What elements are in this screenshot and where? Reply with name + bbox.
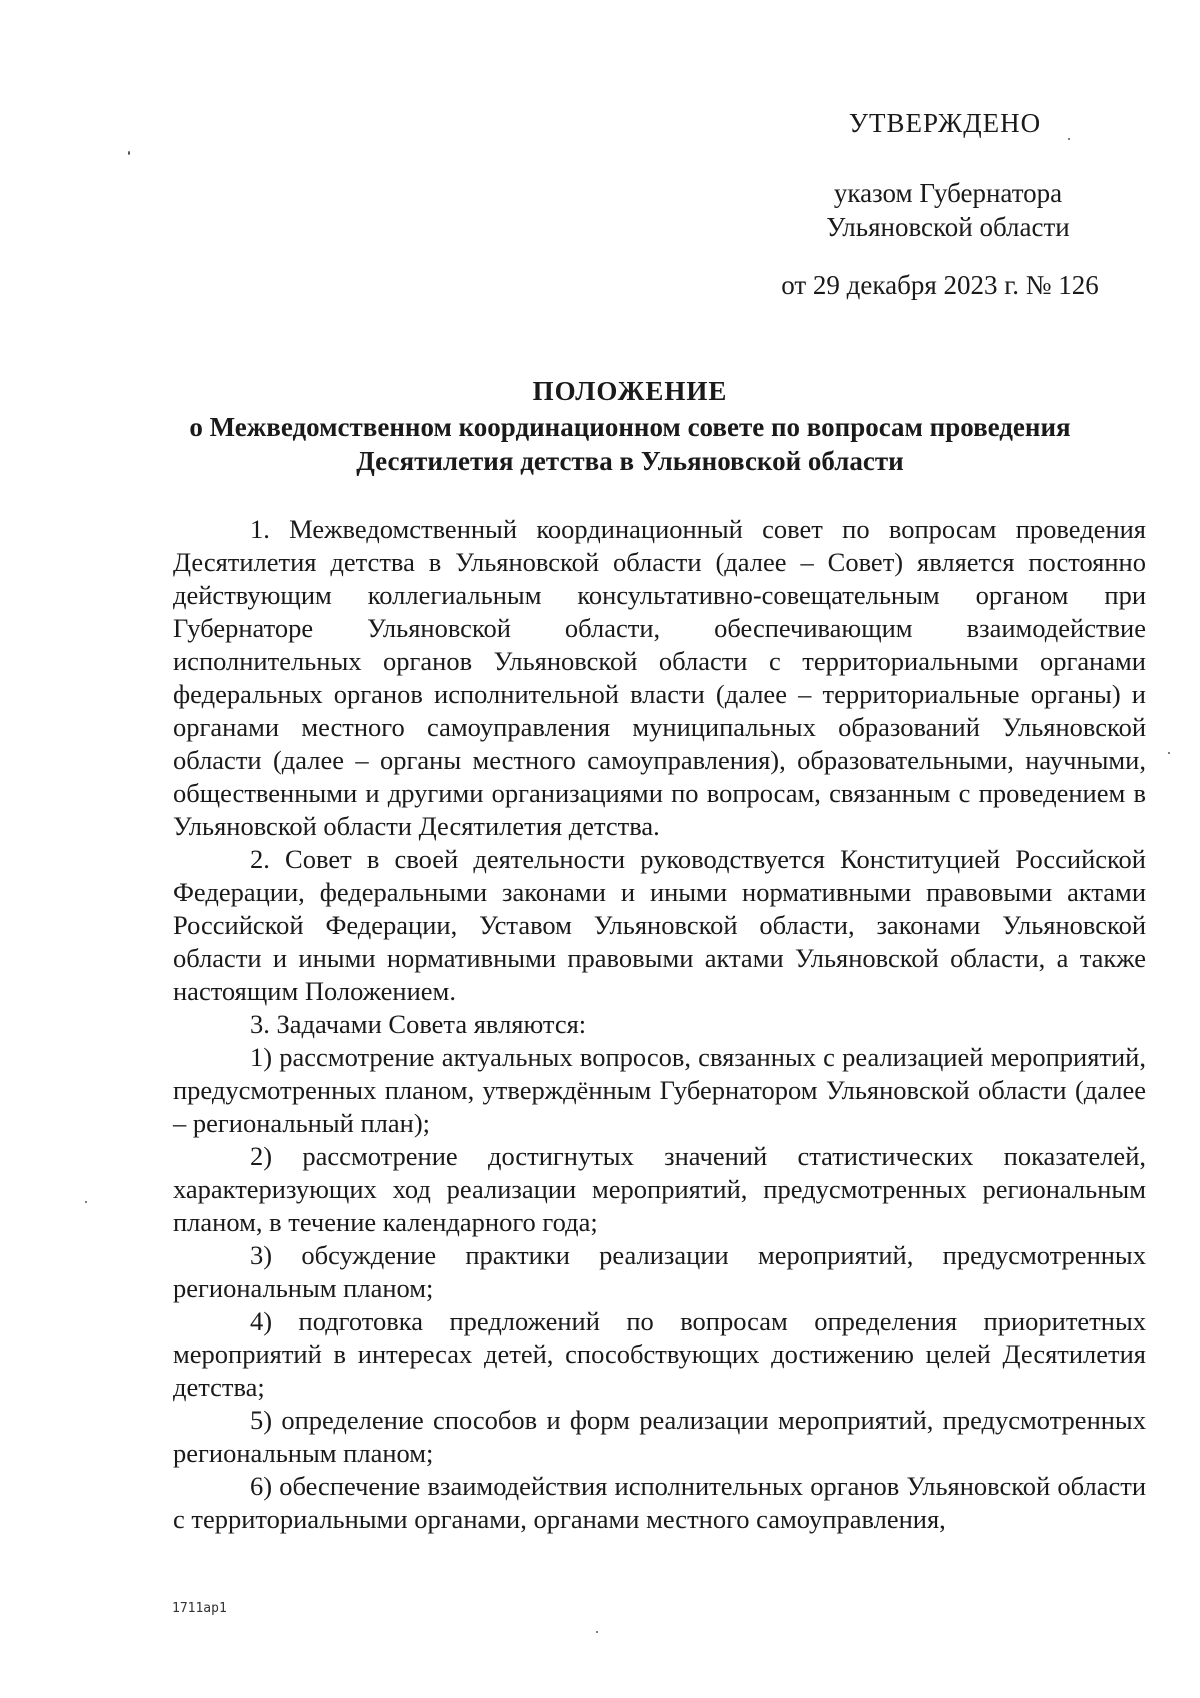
document-subtitle-line1: о Межведомственном координационном совете по вопросам проведения [189, 412, 1071, 442]
document-subtitle-line2: Десятилетия детства в Ульяновской области [356, 446, 904, 476]
scan-speck [1168, 752, 1170, 754]
paragraph-3: 3. Задачами Совета являются: [250, 1009, 587, 1039]
task-item-6: 6) обеспечение взаимодействия исполнительных органов Ульяновской области с территориальными органами, органами местного самоуправления, [173, 1471, 1146, 1534]
task-item-1: 1) рассмотрение актуальных вопросов, связанных с реализацией мероприятий, предусмотренных планом, утверждённым Губернатором Ульяновской области (далее – региональный план); [173, 1042, 1146, 1138]
footer-document-code: 1711ap1 [172, 1601, 227, 1616]
approval-region-line: Ульяновской области [826, 212, 1070, 242]
task-item-5: 5) определение способов и форм реализации мероприятий, предусмотренных региональным планом; [173, 1405, 1146, 1468]
task-item-2: 2) рассмотрение достигнутых значений статистических показателей, характеризующих ход реализации мероприятий, предусмотренных региональным планом, в течение календарного года; [173, 1141, 1146, 1237]
task-item-4: 4) подготовка предложений по вопросам определения приоритетных мероприятий в интересах детей, способствующих достижению целей Десятилетия детства; [173, 1306, 1146, 1402]
approval-stamp-title: УТВЕРЖДЕНО [848, 108, 1042, 138]
approval-date-number: от 29 декабря 2023 г. № 126 [781, 270, 1099, 300]
paragraph-1: 1. Межведомственный координационный совет по вопросам проведения Десятилетия детства в Ульяновской области (далее – Совет) является постоянно действующим коллегиальным консультативно-совещательным органом при Губернаторе Ульяновской области, обеспечивающим взаимодействие исполнительных органов Ульяновской области с территориальными органами федеральных органов исполнительной власти (далее – территориальные органы) и органами местного самоуправления муниципальных образований Ульяновской области (далее – органы местного самоуправления), образовательными, научными, общественными и другими организациями по вопросам, связанным с проведением в Ульяновской области Десятилетия детства. [173, 514, 1146, 841]
document-title: ПОЛОЖЕНИЕ [532, 376, 728, 406]
document-body [173, 513, 1146, 1536]
paragraph-2: 2. Совет в своей деятельности руководствуется Конституцией Российской Федерации, федеральными законами и иными нормативными правовыми актами Российской Федерации, Уставом Ульяновской области, законами Ульяновской области и иными нормативными правовыми актами Ульяновской области, а также настоящим Положением. [173, 844, 1146, 1006]
approval-issuer-line: указом Губернатора [833, 178, 1063, 208]
task-item-3: 3) обсуждение практики реализации мероприятий, предусмотренных региональным планом; [173, 1240, 1146, 1303]
scan-speck [85, 1201, 87, 1203]
scan-speck [1068, 138, 1070, 140]
scan-speck [128, 151, 130, 155]
scan-speck [596, 1631, 598, 1633]
